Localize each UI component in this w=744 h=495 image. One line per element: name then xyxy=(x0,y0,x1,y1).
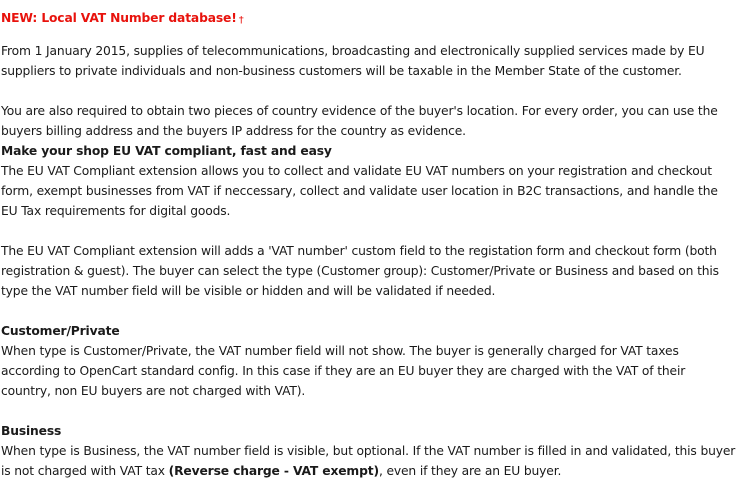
compliant-paragraph-1: The EU VAT Compliant extension allows you to collect and validate EU VAT numbers on your registration and checkout form, exempt businesses from VAT if neccessary, collect and validate user location in B2C transactions, and handle the EU Tax requirements for digital goods. xyxy=(1,164,718,218)
compliant-paragraph-2: The EU VAT Compliant extension will adds a 'VAT number' custom field to the registation form and checkout form (both registration & guest). The buyer can select the type (Customer group): Customer/Private or Business and based on this type the VAT number field will be visible or hidden and will be validated if needed. xyxy=(1,244,719,298)
headline-text: NEW: Local VAT Number database! xyxy=(1,11,237,25)
business-text-before: When type is Business, the VAT number field is visible, but optional. If the VAT number is filled in and validated, this buyer is not charged with VAT tax xyxy=(1,444,736,478)
intro-paragraph-2: You are also required to obtain two pieces of country evidence of the buyer's location. For every order, you can use the buyers billing address and the buyers IP address for the country as evidence. xyxy=(1,104,718,138)
compliant-heading: Make your shop EU VAT compliant, fast and easy xyxy=(1,144,332,158)
headline-mark: † xyxy=(238,15,244,26)
section-spacer xyxy=(1,401,736,421)
private-paragraph: When type is Customer/Private, the VAT number field will not show. The buyer is generally charged for VAT taxes according to OpenCart standard config. In this case if they are an EU buyer they are charged with the VAT of their country, non EU buyers are not charged with VAT). xyxy=(1,344,686,398)
business-text-after: , even if they are an EU buyer. xyxy=(378,464,562,478)
business-paragraph xyxy=(1,441,736,481)
private-heading: Customer/Private xyxy=(1,324,120,338)
section-spacer xyxy=(1,301,736,321)
business-text-bold: (Reverse charge - VAT exempt) xyxy=(168,464,379,478)
business-heading: Business xyxy=(1,424,62,438)
headline xyxy=(1,8,736,31)
intro-paragraph-1: From 1 January 2015, supplies of telecommunications, broadcasting and electronically supplied services made by EU suppliers to private individuals and non-business customers will be taxable in the Member State of the customer. xyxy=(1,44,705,78)
